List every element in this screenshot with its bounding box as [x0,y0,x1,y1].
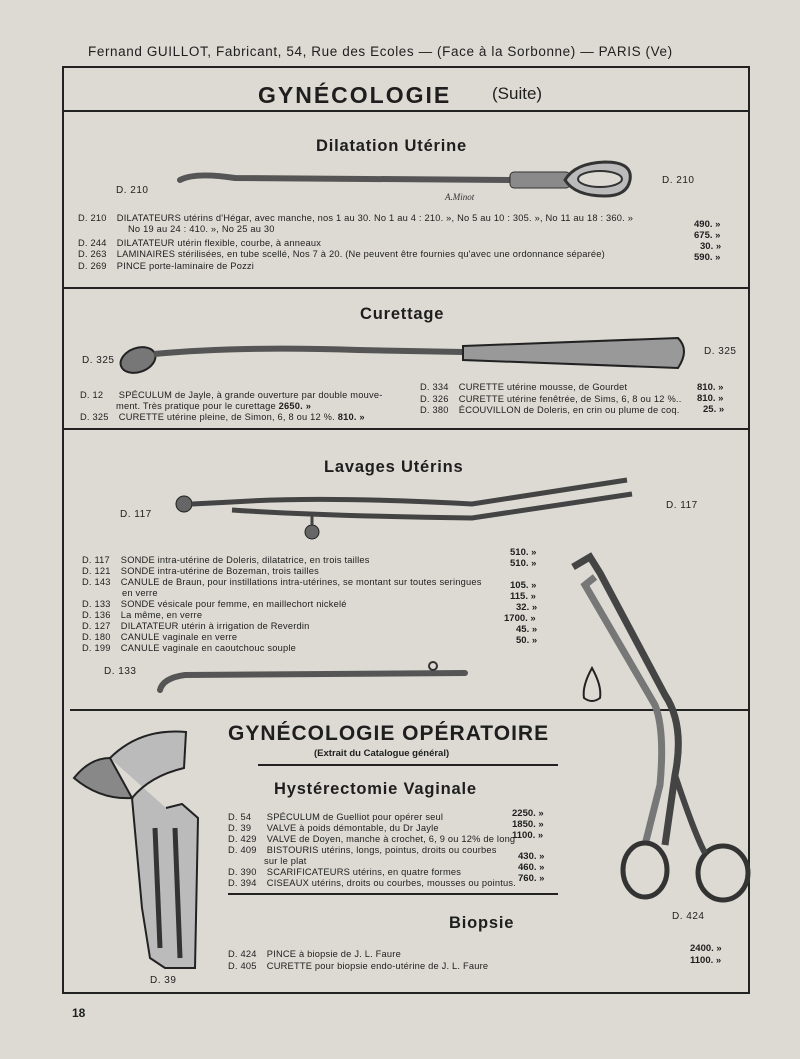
price: 105. » [510,580,537,591]
list-item: D. 325 CURETTE utérine pleine, de Simon, 6, 8 ou 12 %. 810. » [80,412,365,422]
section-title-dilatation: Dilatation Utérine [316,137,468,155]
list-item: D. 326 CURETTE utérine fenêtrée, de Sims, 6, 8 ou 12 %.. [420,394,682,404]
figure-label: D. 424 [672,911,705,922]
divider [64,287,748,289]
figure-label: D. 117 [666,500,698,511]
curette-illustration [118,328,693,378]
list-item: D. 269 PINCE porte-laminaire de Pozzi [78,261,255,271]
divider [64,428,748,430]
list-item: D. 143 CANULE de Braun, pour instillations intra-utérines, se montant sur toutes seringues [82,577,482,587]
section-title-lavages: Lavages Utérins [324,458,464,476]
figure-label: D. 210 [662,175,695,186]
figure-label: D. 325 [82,355,115,366]
list-item: D. 424 PINCE à biopsie de J. L. Faure [228,949,401,959]
sonde-vesicale-illustration [155,660,475,695]
valve-illustration [70,728,210,973]
page-number: 18 [72,1006,86,1020]
divider [258,764,558,766]
price: 460. » [518,862,545,873]
section-title-hysterectomie: Hystérectomie Vaginale [274,780,477,798]
list-item: D. 244 DILATATEUR utérin flexible, courbe, à anneaux [78,238,322,248]
price: 675. » [694,230,721,241]
price: 510. » [510,547,537,558]
price: 2400. » [690,943,722,954]
list-item: D. 136 La même, en verre [82,610,203,620]
section-title-curettage: Curettage [360,305,445,323]
list-item: D. 121 SONDE intra-utérine de Bozeman, trois tailles [82,566,319,576]
price: 30. » [700,241,722,252]
divider [64,110,748,112]
price: 510. » [510,558,537,569]
list-item: D. 380 ÉCOUVILLON de Doleris, en crin ou plume de coq. [420,405,680,415]
price: 32. » [516,602,538,613]
list-item: D. 394 CISEAUX utérins, droits ou courbes, mousses ou pointus. [228,878,517,888]
page-title-suite: (Suite) [492,84,543,103]
list-item: D. 409 BISTOURIS utérins, longs, pointus, droits ou courbes [228,845,497,855]
list-item: D. 127 DILATATEUR utérin à irrigation de Reverdin [82,621,310,631]
list-item: D. 334 CURETTE utérine mousse, de Gourdet [420,382,628,392]
section-title-operatoire: GYNÉCOLOGIE OPÉRATOIRE [228,722,550,745]
dilatateur-illustration [175,158,635,203]
price: 50. » [516,635,538,646]
section-title-biopsie: Biopsie [449,914,515,932]
list-item: D. 199 CANULE vaginale en caoutchouc souple [82,643,296,653]
list-item: D. 390 SCARIFICATEURS utérins, en quatre formes [228,867,462,877]
page-title: GYNÉCOLOGIE [258,82,452,108]
price: 590. » [694,252,721,263]
engraver-signature: A.Minot [445,192,475,202]
price: 810. » [697,393,724,404]
list-item: D. 39 VALVE à poids démontable, du Dr Jayle [228,823,439,833]
list-item: D. 180 CANULE vaginale en verre [82,632,238,642]
price: 2250. » [512,808,544,819]
list-item: D. 54 SPÉCULUM de Guelliot pour opérer seul [228,812,444,822]
price: 25. » [703,404,725,415]
section-subtitle: (Extrait du Catalogue général) [314,748,450,759]
list-item: D. 210 DILATATEURS utérins d'Hégar, avec manche, nos 1 au 30. No 1 au 4 : 210. », No 5 au 10 : 305. », No 11 au 18 : 360. » [78,213,634,223]
price: 760. » [518,873,545,884]
list-item: D. 12 SPÉCULUM de Jayle, à grande ouverture par double mouve- [80,390,383,400]
price: 490. » [694,219,721,230]
list-item: D. 429 VALVE de Doyen, manche à crochet, 6, 9 ou 12% de long [228,834,516,844]
figure-label: D. 210 [116,185,149,196]
price: 1100. » [690,955,722,966]
figure-label: D. 39 [150,975,177,986]
list-item: ment. Très pratique pour le curettage 2650. » [116,401,312,411]
price: 115. » [510,591,536,602]
price: 810. » [697,382,724,393]
figure-label: D. 133 [104,666,137,677]
divider [228,893,558,895]
list-item: D. 263 LAMINAIRES stérilisées, en tube scellé, Nos 7 à 20. (Ne peuvent être fournies qu'avec une ordonnance séparée) [78,249,605,259]
price: 45. » [516,624,538,635]
list-item: en verre [122,588,158,598]
price: 1850. » [512,819,544,830]
page-header: Fernand GUILLOT, Fabricant, 54, Rue des Ecoles — (Face à la Sorbonne) — PARIS (Ve) [88,44,673,59]
price: 1100. » [512,830,544,841]
figure-label: D. 117 [120,509,152,520]
price: 430. » [518,851,545,862]
list-item: No 19 au 24 : 410. », No 25 au 30 [128,224,275,234]
sonde-doleris-illustration [172,472,642,547]
price: 1700. » [504,613,536,624]
pince-biopsie-illustration [565,555,760,910]
figure-label: D. 325 [704,346,737,357]
list-item: D. 405 CURETTE pour biopsie endo-utérine de J. L. Faure [228,961,489,971]
list-item: D. 117 SONDE intra-utérine de Doleris, dilatatrice, en trois tailles [82,555,370,565]
list-item: D. 133 SONDE vésicale pour femme, en maillechort nickelé [82,599,347,609]
list-item: sur le plat [264,856,307,866]
